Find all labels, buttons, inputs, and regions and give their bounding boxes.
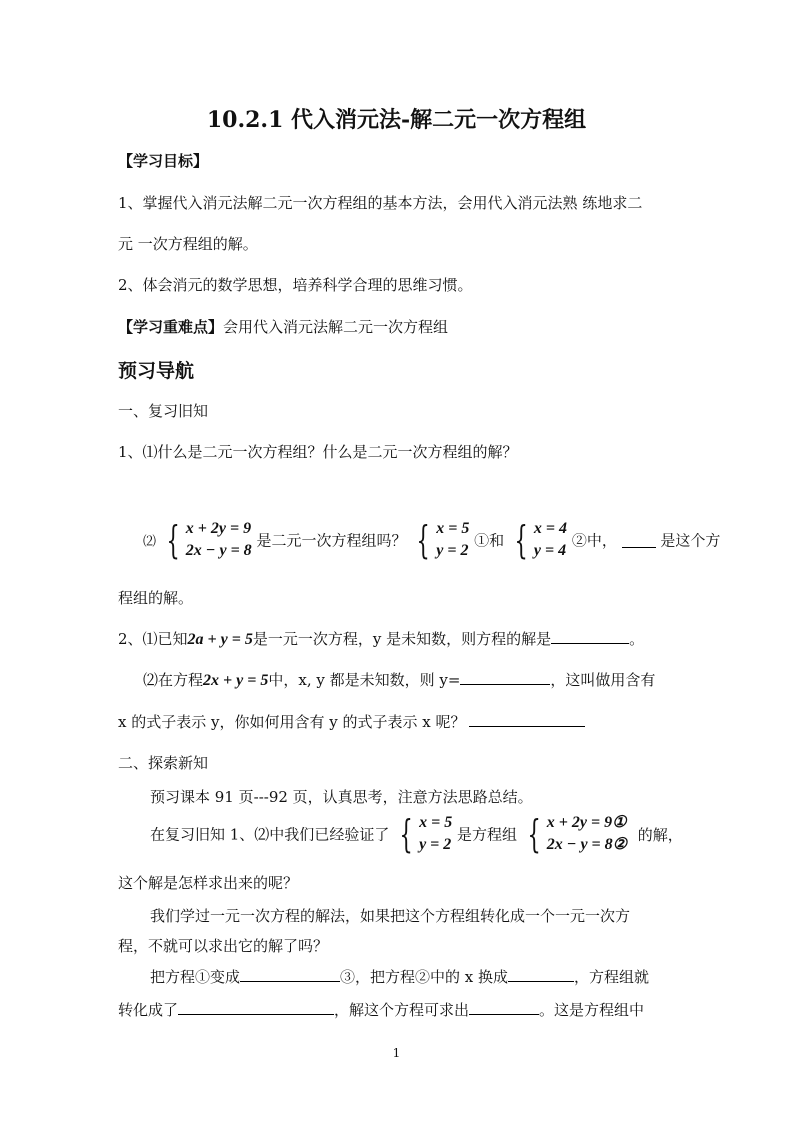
question-1-1: 1、⑴什么是二元一次方程组？什么是二元一次方程组的解？ (118, 443, 518, 461)
preview-heading: 预习导航 (118, 360, 195, 382)
answer-blank[interactable] (240, 967, 340, 982)
answer-blank[interactable] (508, 967, 574, 982)
equation-system-b: x + 2y = 9① 2x − y = 8② (546, 814, 628, 853)
answer-blank[interactable] (551, 629, 629, 644)
objective-item-2: 2、体会消元的数学思想，培养科学合理的思维习惯。 (118, 276, 473, 294)
explore-p3-line-1: 我们学过一元一次方程的解法，如果把这个方程组转化成一个一元一次方 (150, 907, 631, 925)
objective-item-1-line-2: 元 一次方程组的解。 (118, 235, 258, 253)
review-heading: 一、复习旧知 (118, 402, 209, 420)
equation-system-a: x + 2y = 9 2x − y = 8 (185, 520, 252, 559)
left-brace-icon: { (166, 518, 180, 562)
answer-blank[interactable] (178, 1000, 334, 1015)
explore-p3-line-2: 程，不就可以求出它的解了吗？ (118, 937, 329, 955)
mark-1-and: ①和 (474, 531, 505, 550)
question-1-2-line (143, 518, 720, 562)
left-brace-icon: { (399, 812, 413, 856)
answer-blank[interactable] (469, 1000, 539, 1015)
equation-2a-y-5: 2a + y = 5 (187, 631, 253, 648)
question-1-2-cont: 程组的解。 (118, 589, 194, 607)
explore-p4: 把方程①变成 ③，把方程②中的 x 换成 ，方程组就 (150, 968, 650, 986)
key-points-line (118, 316, 448, 337)
left-brace-icon: { (416, 518, 431, 562)
q1-2-end: 是这个方 (660, 531, 721, 550)
solution-x5-y2: x = 5 y = 2 (419, 814, 453, 853)
q1-2-mid: 是二元一次方程组吗？ (256, 531, 407, 550)
left-brace-icon: { (514, 518, 528, 562)
solution-1: x = 5 y = 2 (436, 520, 470, 559)
q1-2-prefix: ⑵ (143, 534, 157, 550)
answer-blank[interactable] (460, 670, 550, 685)
answer-blank[interactable] (622, 533, 656, 548)
question-2-2: ⑵在方程2x + y = 5中，x, y 都是未知数，则 y= ，这叫做用含有 (143, 671, 656, 689)
question-2-1: 2、⑴已知2a + y = 5是一元一次方程，y 是未知数，则方程的解是 。 (118, 630, 645, 648)
page-number: 1 (392, 1046, 401, 1060)
page-title: 10.2.1 代入消元法-解二元一次方程组 (206, 107, 587, 133)
solution-2: x = 4 y = 4 (533, 520, 568, 559)
equation-2x-y-5: 2x + y = 5 (203, 672, 269, 689)
objective-item-1-line-1: 1、掌握代入消元法解二元一次方程组的基本方法，会用代入消元法熟 练地求二 (118, 194, 643, 212)
question-2-2-cont: x 的式子表示 y，你如何用含有 y 的式子表示 x 呢？ (118, 711, 585, 732)
objectives-heading: 【学习目标】 (118, 152, 209, 170)
explore-p2: 在复习旧知 1、⑵中我们已经验证了 { x = 5 y = 2 是方程组 { x + 2y = 9① 2x − y = 8② 的解， (150, 812, 683, 856)
explore-heading: 二、探索新知 (118, 754, 209, 772)
explore-p5: 转化成了 ，解这个方程可求出 。这是方程组中 (118, 1001, 645, 1019)
left-brace-icon: { (527, 812, 541, 856)
answer-blank[interactable] (469, 712, 585, 727)
explore-p2-cont: 这个解是怎样求出来的呢？ (118, 874, 299, 892)
explore-p1: 预习课本 91 页---92 页，认真思考，注意方法思路总结。 (150, 788, 533, 806)
mark-2-in: ②中， (571, 531, 617, 550)
key-points-heading: 【学习重难点】 (118, 318, 224, 336)
key-points-text: 会用代入消元法解二元一次方程组 (223, 318, 449, 336)
